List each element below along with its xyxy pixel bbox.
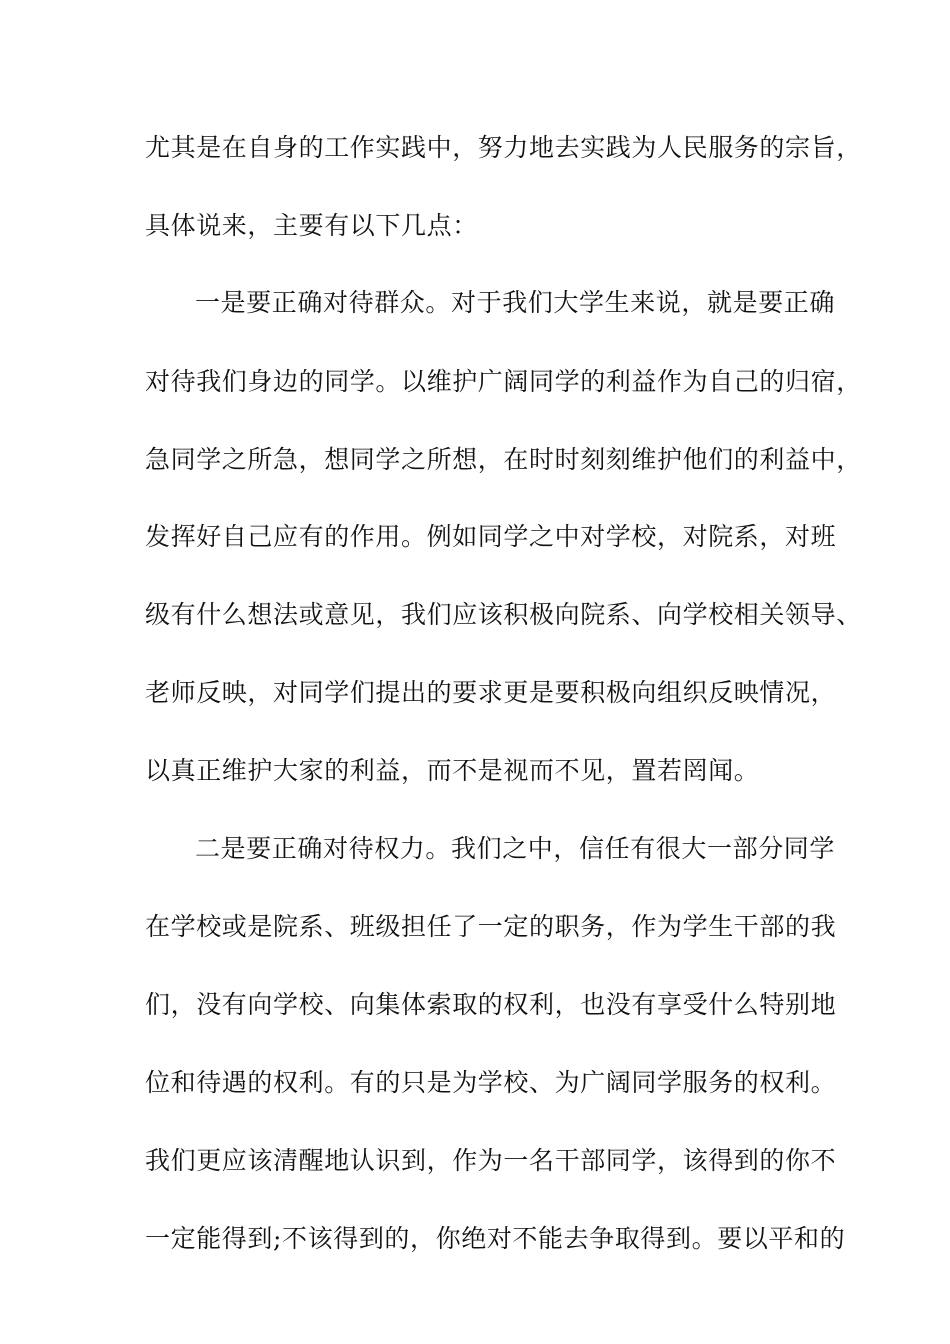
text-line: 老师反映，对同学们提出的要求更是要积极向组织反映情况， bbox=[145, 678, 837, 707]
text-line: 尤其是在自身的工作实践中，努力地去实践为人民服务的宗旨， bbox=[145, 133, 862, 162]
text-line: 我们更应该清醒地认识到，作为一名干部同学，该得到的你不 bbox=[145, 1146, 837, 1175]
text-line: 在学校或是院系、班级担任了一定的职务，作为学生干部的我 bbox=[145, 912, 837, 941]
text-line: 位和待遇的权利。有的只是为学校、为广阔同学服务的权利。 bbox=[145, 1068, 837, 1097]
text-line: 一定能得到;不该得到的，你绝对不能去争取得到。要以平和的 bbox=[145, 1224, 846, 1253]
paragraph-first-line: 二是要正确对待权力。我们之中，信任有很大一部分同学 bbox=[195, 834, 836, 863]
text-line: 具体说来，主要有以下几点： bbox=[145, 211, 478, 240]
text-line: 发挥好自己应有的作用。例如同学之中对学校，对院系，对班 bbox=[145, 522, 837, 551]
text-line: 们，没有向学校、向集体索取的权利，也没有享受什么特别地 bbox=[145, 990, 837, 1019]
text-line: 对待我们身边的同学。以维护广阔同学的利益作为自己的归宿， bbox=[145, 367, 862, 396]
text-line: 急同学之所急，想同学之所想，在时时刻刻维护他们的利益中， bbox=[145, 445, 862, 474]
paragraph-first-line: 一是要正确对待群众。对于我们大学生来说，就是要正确 bbox=[195, 288, 836, 317]
text-line: 以真正维护大家的利益，而不是视而不见，置若罔闻。 bbox=[145, 756, 760, 785]
text-line: 级有什么想法或意见，我们应该积极向院系、向学校相关领导、 bbox=[145, 600, 862, 629]
